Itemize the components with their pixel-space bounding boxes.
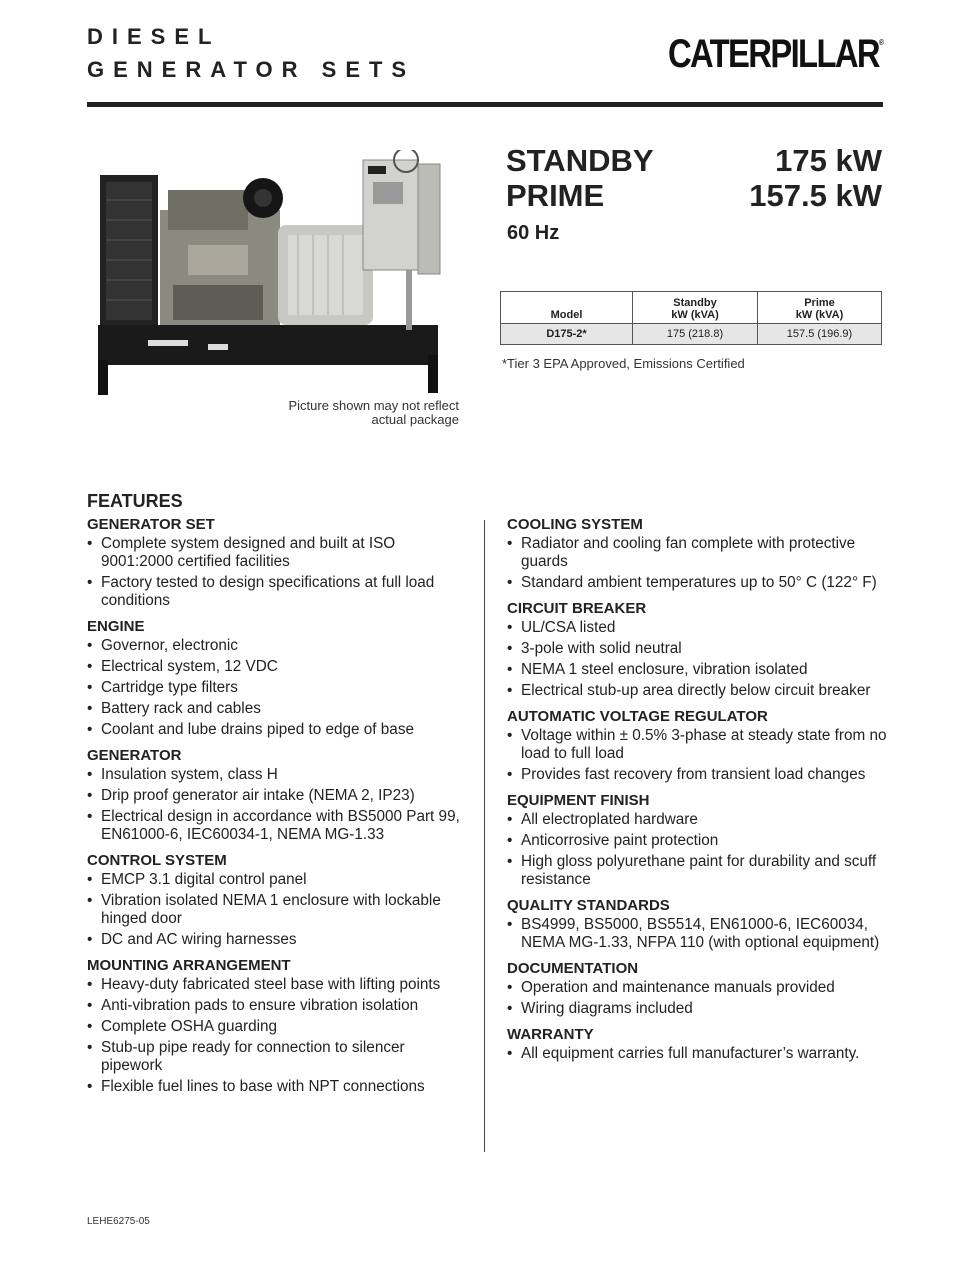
feature-section-quality-standards (507, 897, 889, 952)
feature-list (507, 619, 889, 700)
features-title: FEATURES (87, 491, 183, 511)
section-title: QUALITY STANDARDS (507, 897, 670, 914)
feature-list (507, 1045, 889, 1063)
prime-rating (506, 178, 882, 214)
list-item: • High gloss polyurethane paint for durability and scuff resistance (507, 853, 889, 889)
list-item: • Wiring diagrams included (507, 1000, 889, 1018)
section-title: ENGINE (87, 618, 145, 635)
list-item: • Provides fast recovery from transient load changes (507, 766, 889, 784)
list-item: • Electrical system, 12 VDC (87, 658, 469, 676)
section-title: AUTOMATIC VOLTAGE REGULATOR (507, 708, 768, 725)
list-item: • Cartridge type filters (87, 679, 469, 697)
cell-standby: 175 (218.8) (633, 324, 758, 345)
prime-value: 157.5 kW (749, 178, 882, 213)
section-title: COOLING SYSTEM (507, 516, 643, 533)
section-title: DOCUMENTATION (507, 960, 639, 977)
section-title: GENERATOR SET (87, 516, 215, 533)
feature-list (507, 979, 889, 1018)
feature-section-documentation (507, 960, 889, 1018)
list-item: • EMCP 3.1 digital control panel (87, 871, 469, 889)
header-line-2: GENERATOR SETS (87, 57, 416, 82)
section-title: MOUNTING ARRANGEMENT (87, 957, 291, 974)
list-item: • Drip proof generator air intake (NEMA 2, IP23) (87, 787, 469, 805)
list-item: • All equipment carries full manufacturer’s warranty. (507, 1045, 889, 1063)
feature-list (87, 766, 469, 844)
feature-list (87, 535, 469, 610)
spec-table-header-row (501, 292, 882, 324)
feature-section-generator (87, 747, 469, 844)
feature-section-warranty (507, 1026, 889, 1063)
standby-value: 175 kW (775, 143, 882, 178)
list-item: • Factory tested to design specifications at full load conditions (87, 574, 469, 610)
list-item: • Flexible fuel lines to base with NPT connections (87, 1078, 469, 1096)
list-item: • Voltage within ± 0.5% 3-phase at steady state from no load to full load (507, 727, 889, 763)
list-item: • Stub-up pipe ready for connection to silencer pipework (87, 1039, 469, 1075)
list-item: • Heavy-duty fabricated steel base with lifting points (87, 976, 469, 994)
section-title: GENERATOR (87, 747, 182, 764)
document-code: LEHE6275-05 (87, 1216, 150, 1227)
list-item: • Anticorrosive paint protection (507, 832, 889, 850)
list-item: • Operation and maintenance manuals provided (507, 979, 889, 997)
feature-section-mounting-arrangement (87, 957, 469, 1096)
header-standby: Standby kW (kVA) (633, 292, 758, 324)
list-item: • NEMA 1 steel enclosure, vibration isolated (507, 661, 889, 679)
feature-list (507, 535, 889, 592)
list-item: • Insulation system, class H (87, 766, 469, 784)
feature-section-cooling-system (507, 516, 889, 592)
list-item: • Standard ambient temperatures up to 50° C (122° F) (507, 574, 889, 592)
table-row (501, 324, 882, 345)
feature-section-generator-set (87, 516, 469, 610)
feature-section-automatic-voltage-regulator (507, 708, 889, 784)
column-divider (484, 520, 485, 1152)
cell-model: D175-2* (501, 324, 633, 345)
list-item: • Anti-vibration pads to ensure vibration isolation (87, 997, 469, 1015)
frequency: 60 Hz (507, 222, 560, 244)
cell-prime: 157.5 (196.9) (758, 324, 882, 345)
header-model: Model (501, 292, 633, 324)
caterpillar-logo (668, 32, 884, 77)
header-prime: Prime kW (kVA) (758, 292, 882, 324)
section-title: CIRCUIT BREAKER (507, 600, 647, 617)
registered-mark: ® (878, 38, 884, 47)
section-title: WARRANTY (507, 1026, 594, 1043)
list-item: • Electrical stub-up area directly below circuit breaker (507, 682, 889, 700)
features-left-column (87, 516, 469, 1099)
feature-list (507, 727, 889, 784)
feature-section-circuit-breaker (507, 600, 889, 700)
section-title: CONTROL SYSTEM (87, 852, 227, 869)
header-rule (87, 102, 883, 107)
feature-list (87, 976, 469, 1096)
standby-rating (506, 143, 882, 179)
feature-list (507, 811, 889, 889)
list-item: • Electrical design in accordance with BS5000 Part 99, EN61000-6, IEC60034-1, NEMA MG-1.33 (87, 808, 469, 844)
photo-caption: Picture shown may not reflect actual package (288, 398, 459, 427)
list-item: • Coolant and lube drains piped to edge of base (87, 721, 469, 739)
list-item: • All electroplated hardware (507, 811, 889, 829)
list-item: • Radiator and cooling fan complete with protective guards (507, 535, 889, 571)
feature-list (87, 871, 469, 949)
list-item: • Battery rack and cables (87, 700, 469, 718)
brand-name: CATERPILLAR (668, 32, 879, 76)
header-line-1: DIESEL (87, 24, 221, 49)
prime-label: PRIME (506, 178, 605, 213)
list-item: • BS4999, BS5000, BS5514, EN61000-6, IEC60034, NEMA MG-1.33, NFPA 110 (with optional equipment) (507, 916, 889, 952)
feature-section-control-system (87, 852, 469, 949)
section-title: EQUIPMENT FINISH (507, 792, 650, 809)
features-right-column (507, 516, 889, 1066)
list-item: • Complete system designed and built at ISO 9001:2000 certified facilities (87, 535, 469, 571)
list-item: • Vibration isolated NEMA 1 enclosure with lockable hinged door (87, 892, 469, 928)
list-item: • Complete OSHA guarding (87, 1018, 469, 1036)
list-item: • 3-pole with solid neutral (507, 640, 889, 658)
standby-label: STANDBY (506, 143, 654, 178)
feature-list (507, 916, 889, 952)
spec-table (500, 291, 882, 345)
feature-section-equipment-finish (507, 792, 889, 889)
list-item: • UL/CSA listed (507, 619, 889, 637)
list-item: • Governor, electronic (87, 637, 469, 655)
table-footnote: *Tier 3 EPA Approved, Emissions Certified (502, 356, 745, 371)
feature-list (87, 637, 469, 739)
list-item: • DC and AC wiring harnesses (87, 931, 469, 949)
feature-section-engine (87, 618, 469, 739)
generator-set-photo (88, 150, 460, 395)
